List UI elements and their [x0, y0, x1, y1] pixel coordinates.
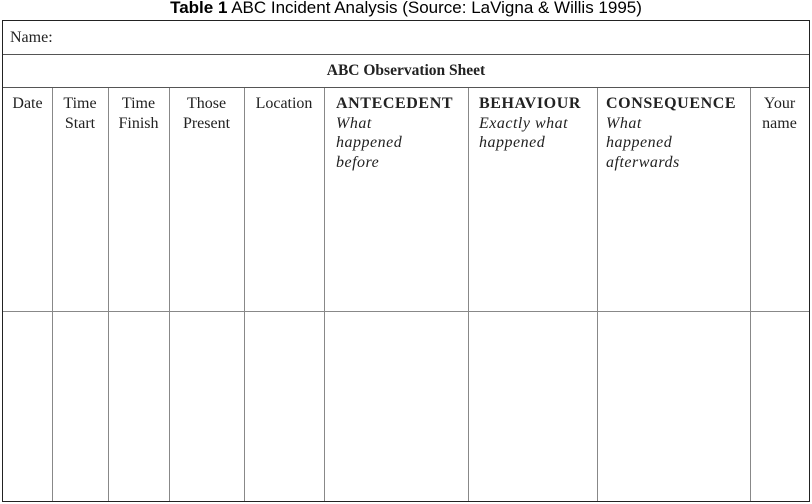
header-line: Those — [186, 95, 227, 112]
title-row — [3, 55, 809, 88]
column-divider — [108, 88, 109, 501]
header-subtext: What — [336, 114, 372, 132]
sheet-title: ABC Observation Sheet — [326, 62, 486, 79]
column-divider — [52, 88, 53, 501]
column-divider — [750, 88, 751, 501]
row-divider — [3, 311, 809, 312]
column-header-location — [244, 94, 324, 114]
header-heading: ANTECEDENT — [336, 95, 454, 112]
column-header-consequence — [606, 94, 750, 172]
column-divider — [324, 88, 325, 501]
column-header-your-name — [750, 94, 809, 133]
column-header-antecedent — [336, 94, 468, 172]
header-line: name — [762, 114, 797, 132]
header-subtext: happened — [606, 134, 673, 151]
header-line: Location — [255, 95, 313, 112]
header-line: Present — [182, 114, 231, 132]
table-caption — [0, 0, 812, 20]
column-header-date — [3, 94, 52, 114]
header-line: Finish — [118, 114, 159, 132]
caption-label: Table 1 — [170, 0, 228, 17]
header-line: Date — [12, 95, 43, 112]
header-subtext: happened — [479, 134, 546, 151]
header-subtext: Exactly what — [479, 114, 569, 132]
header-line: Time — [63, 95, 97, 112]
header-line: Start — [64, 114, 96, 132]
column-header-behaviour — [479, 94, 597, 153]
header-heading: CONSEQUENCE — [606, 95, 737, 112]
observation-grid — [3, 88, 809, 501]
header-line: Time — [121, 95, 156, 112]
abc-observation-sheet — [2, 20, 810, 502]
column-header-time-start — [52, 94, 108, 133]
header-subtext: afterwards — [606, 153, 680, 171]
header-line: Your — [763, 95, 796, 112]
name-label: Name: — [10, 29, 53, 46]
column-header-time-finish — [108, 94, 169, 133]
column-divider — [468, 88, 469, 501]
caption-text: ABC Incident Analysis (Source: LaVigna & Willis 1995) — [227, 0, 642, 17]
column-divider — [597, 88, 598, 501]
column-divider — [169, 88, 170, 501]
header-subtext: happened — [336, 134, 403, 151]
name-row — [3, 21, 809, 55]
column-divider — [244, 88, 245, 501]
header-subtext: before — [336, 153, 380, 171]
column-header-those-present — [169, 94, 244, 133]
header-heading: BEHAVIOUR — [479, 95, 582, 112]
header-subtext: What — [606, 114, 642, 132]
